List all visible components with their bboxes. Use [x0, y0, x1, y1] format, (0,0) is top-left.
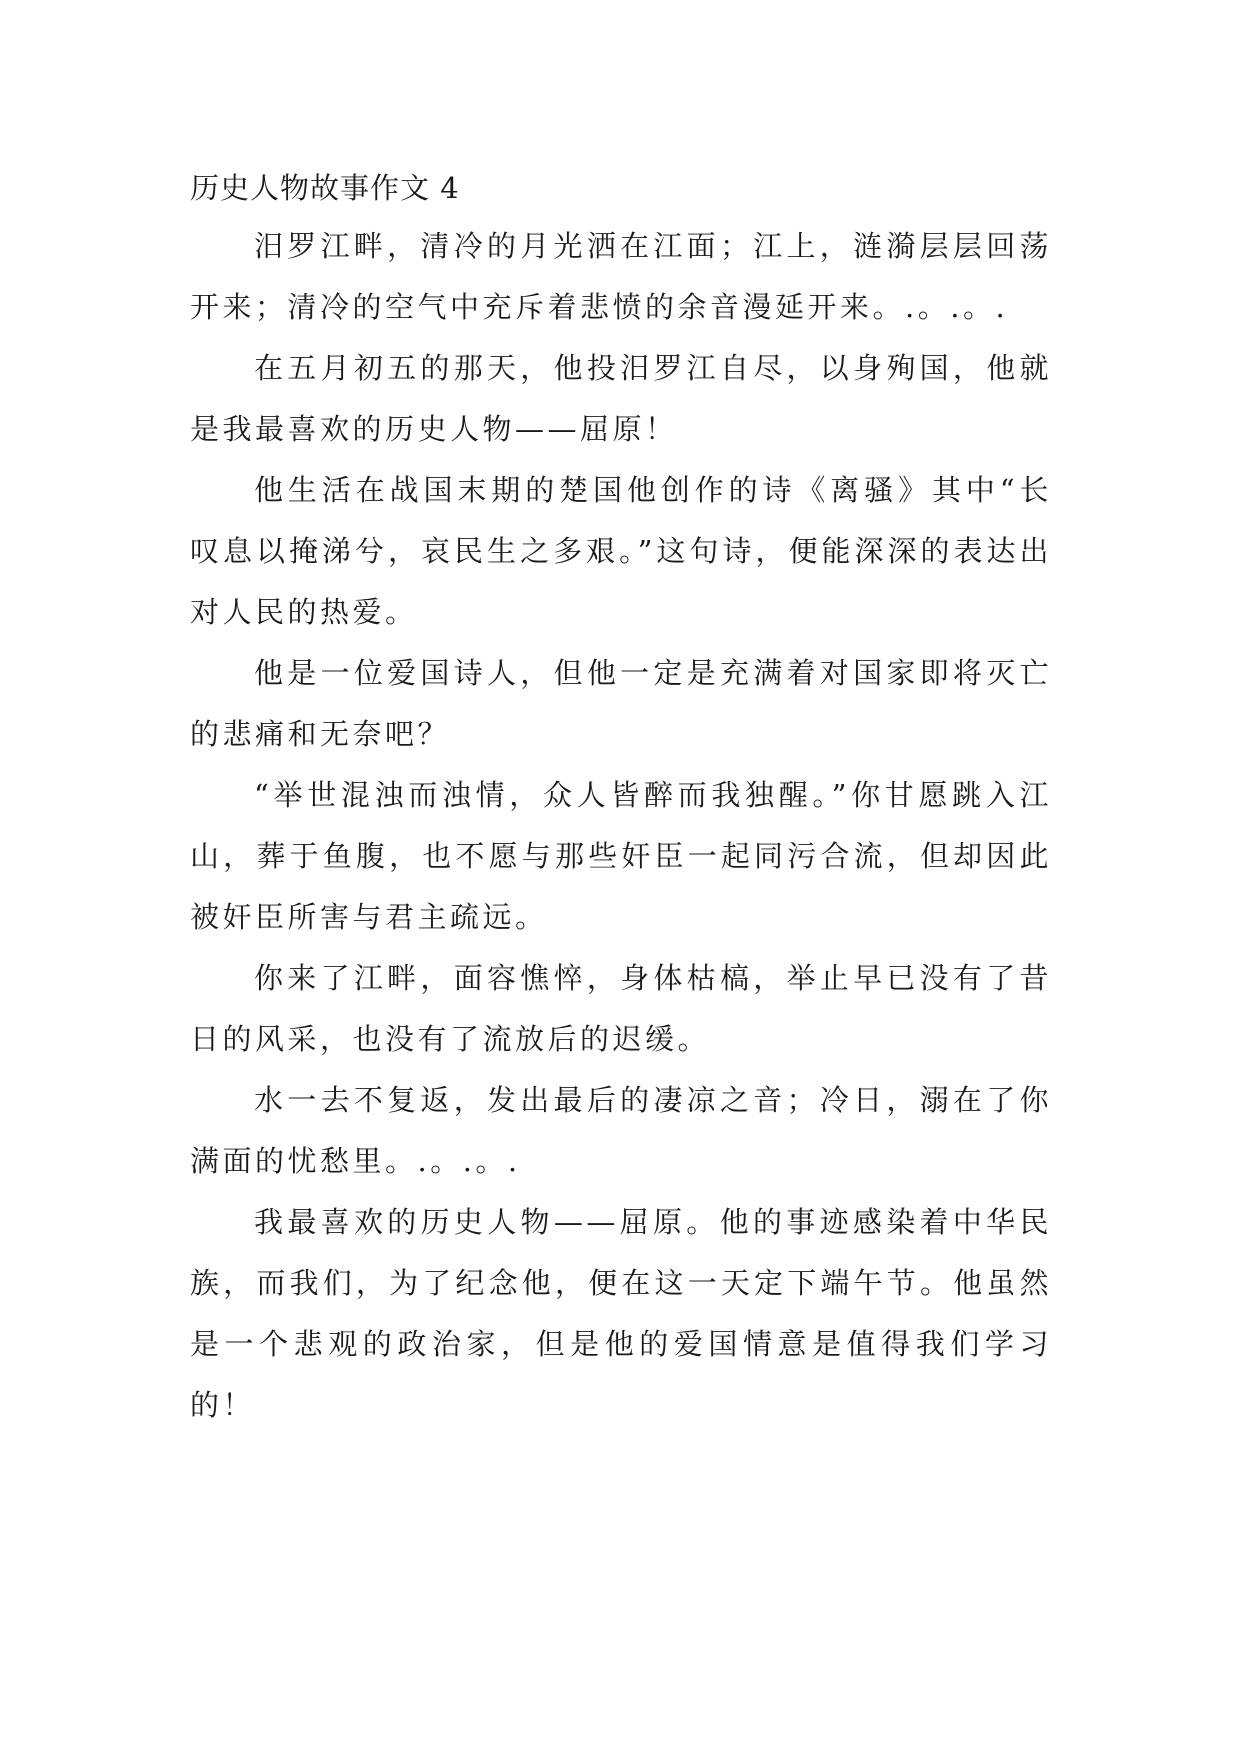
paragraph-7: 水一去不复返，发出最后的凄凉之音；冷日，溺在了你满面的忧愁里。.。.。.: [190, 1083, 1052, 1178]
paragraph-4: 他是一位爱国诗人，但他一定是充满着对国家即将灭亡的悲痛和无奈吧？: [190, 656, 1052, 751]
paragraph-2: 在五月初五的那天，他投汨罗江自尽，以身殉国，他就是我最喜欢的历史人物——屈原！: [190, 351, 1052, 446]
document-page: [190, 160, 1052, 1436]
document-title: 历史人物故事作文 4: [190, 171, 460, 205]
paragraph-1: 汨罗江畔，清冷的月光洒在江面；江上，涟漪层层回荡开来；清冷的空气中充斥着悲愤的余音漫延开来。.。.。.: [190, 229, 1052, 324]
paragraph-5: “举世混浊而浊情，众人皆醉而我独醒。”你甘愿跳入江山，葬于鱼腹，也不愿与那些奸臣一起同污合流，但却因此被奸臣所害与君主疏远。: [190, 778, 1052, 934]
paragraph-8: 我最喜欢的历史人物——屈原。他的事迹感染着中华民族，而我们，为了纪念他，便在这一天定下端午节。他虽然是一个悲观的政治家，但是他的爱国情意是值得我们学习的！: [190, 1205, 1052, 1422]
paragraph-6: 你来了江畔，面容憔悴，身体枯槁，举止早已没有了昔日的风采，也没有了流放后的迟缓。: [190, 961, 1052, 1056]
paragraph-3: 他生活在战国末期的楚国他创作的诗《离骚》其中“长叹息以掩涕兮，哀民生之多艰。”这句诗，便能深深的表达出对人民的热爱。: [190, 473, 1052, 629]
